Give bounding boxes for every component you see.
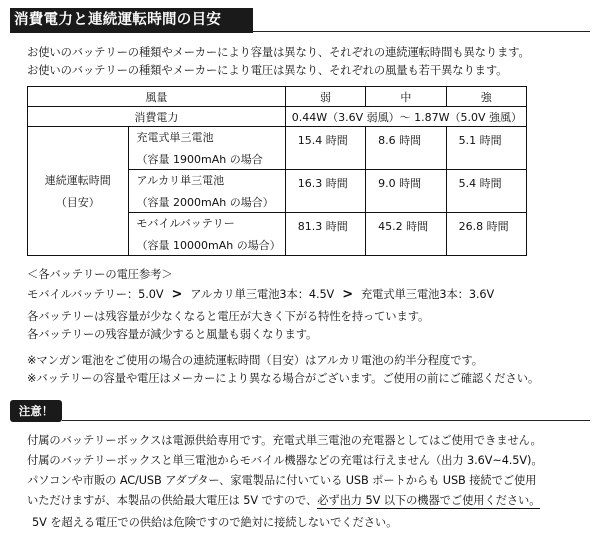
- notice-badge: 注意！: [10, 400, 62, 422]
- battery-name: アルカリ単三電池: [136, 174, 225, 187]
- notice-line-2: 付属のバッテリーボックスと単三電池からモバイル機器などの充電は行えません（出力 3.6V~4.5V)。: [27, 454, 543, 467]
- voltage-heading: ＜各バッテリーの電圧参考＞: [27, 268, 173, 281]
- runtime-table: [27, 86, 527, 256]
- section-title: 消費電力と連続運転時間の目安: [10, 8, 253, 33]
- table-row: [28, 127, 527, 170]
- battery-name: 充電式単三電池: [136, 131, 214, 144]
- battery-capacity: （容量 10000mAh の場合）: [136, 239, 281, 252]
- title-divider: [253, 31, 590, 32]
- runtime-label: 連続運転時間: [44, 174, 111, 187]
- runtime-weak: 16.3 時間: [285, 170, 365, 213]
- remark-manufacturer: ※バッテリーの容量や電圧はメーカーにより異なる場合がございます。ご使用の前にご確認ください。: [27, 372, 540, 385]
- power-label: 消費電力: [28, 107, 286, 127]
- notice-line-3: パソコンや市販の AC/USB アダプター、家電製品に付いている USB ポートからも USB 接続でご使用: [27, 474, 537, 487]
- runtime-strong: 5.4 時間: [446, 170, 526, 213]
- battery-cell-alkaline: [128, 170, 285, 213]
- battery-name: モバイルバッテリー: [136, 217, 235, 230]
- chevron-right-icon: >: [342, 286, 353, 302]
- power-value: 0.44W（3.6V 弱風）～ 1.87W（5.0V 強風）: [285, 107, 526, 127]
- notice-line-5: 5V を超える電圧での供給は危険ですので絶対に接続しないでください。: [32, 516, 398, 529]
- voltage-note-1: 各バッテリーは残容量が少なくなると電圧が大きく下がる特性を持っています。: [27, 310, 430, 323]
- intro-line-capacity: お使いのバッテリーの種類やメーカーにより容量は異なり、それぞれの連続運転時間も異なります。: [27, 46, 530, 59]
- voltage-rechargeable: 充電式単三電池3本：3.6V: [360, 288, 495, 301]
- header-strong: 強: [446, 87, 526, 107]
- notice-divider: [62, 420, 590, 421]
- runtime-strong: 26.8 時間: [446, 213, 526, 256]
- notice-line-4: [27, 492, 540, 508]
- table-header-row: [28, 87, 527, 107]
- voltage-mobile: モバイルバッテリー：5.0V: [27, 288, 164, 301]
- header-mid: 中: [366, 87, 446, 107]
- voltage-reference-line: [27, 286, 494, 302]
- runtime-label-sub: （目安）: [55, 196, 100, 209]
- battery-cell-rechargeable: [128, 127, 285, 170]
- notice-warning-underlined: 必ず出力 5V 以下の機器でご使用ください。: [317, 494, 541, 507]
- runtime-mid: 8.6 時間: [366, 127, 446, 170]
- runtime-weak: 81.3 時間: [285, 213, 365, 256]
- header-weak: 弱: [285, 87, 365, 107]
- runtime-group-label: [28, 127, 129, 256]
- remark-manganese: ※マンガン電池をご使用の場合の連続運転時間（目安）はアルカリ電池の約半分程度です。: [27, 354, 483, 367]
- notice-line-1: 付属のバッテリーボックスは電源供給専用です。充電式単三電池の充電器としてはご使用できません。: [27, 434, 542, 447]
- notice-line-4-text: いただけますが、本製品の供給最大電圧は 5V ですので、: [27, 494, 318, 507]
- intro-line-voltage: お使いのバッテリーの種類やメーカーにより電圧は異なり、それぞれの風量も若干異なります。: [27, 64, 508, 77]
- battery-capacity: （容量 2000mAh の場合）: [136, 196, 274, 209]
- runtime-weak: 15.4 時間: [285, 127, 365, 170]
- voltage-note-2: 各バッテリーの残容量が減少すると風量も弱くなります。: [27, 328, 318, 341]
- battery-cell-mobile: [128, 213, 285, 256]
- runtime-strong: 5.1 時間: [446, 127, 526, 170]
- runtime-mid: 9.0 時間: [366, 170, 446, 213]
- runtime-mid: 45.2 時間: [366, 213, 446, 256]
- battery-capacity: （容量 1900mAh の場合: [136, 153, 263, 166]
- chevron-right-icon: >: [171, 286, 183, 302]
- power-row: [28, 107, 527, 127]
- voltage-alkaline: アルカリ単三電池3本：4.5V: [190, 288, 335, 301]
- header-airflow: 風量: [28, 87, 286, 107]
